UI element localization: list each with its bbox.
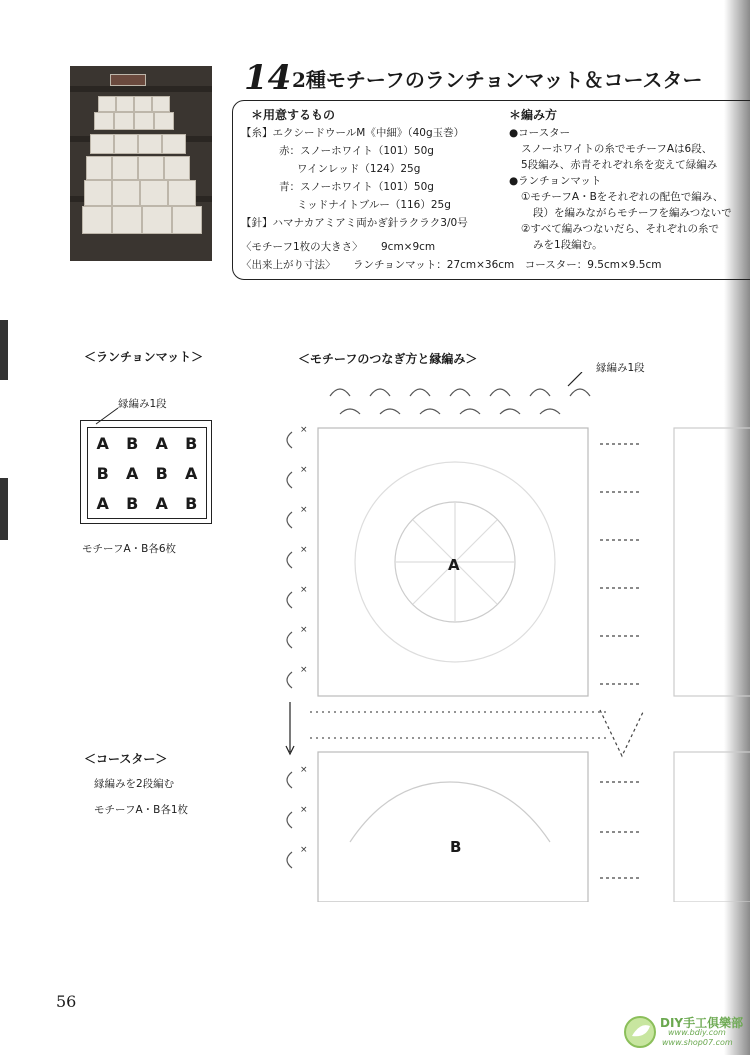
lunch-mat-border-label: 縁編み1段 [118,398,167,410]
crochet-chart [270,372,750,902]
materials-line: 【糸】エクシードウールM《中細》（40g玉巻） [241,127,465,139]
coaster-note: 縁編みを2段編む [94,778,175,790]
materials-line: ワインレッド（124）25g [297,163,421,175]
svg-text:×: × [300,545,308,555]
watermark-brand: DIY手工俱樂部 [660,1016,744,1030]
svg-text:×: × [300,625,308,635]
pattern-number: 14 [244,58,292,98]
svg-text:×: × [300,425,308,435]
svg-text:×: × [300,665,308,675]
watermark-logo [622,1010,750,1052]
method-line: 5段編み、赤青それぞれ糸を変えて緑編み [521,159,718,171]
grid-cell: A [96,493,109,513]
grid-cell: A [155,493,168,513]
motif-a-label: A [448,556,460,574]
coaster-heading: ＜コースター＞ [84,752,168,766]
method-line: スノーホワイトの糸でモチーフAは6段、 [521,143,713,155]
materials-line: 【針】ハマナカアミアミ両かぎ針ラクラク3/0号 [241,217,468,229]
grid-cell: B [155,463,168,483]
materials-line: 赤：スノーホワイト（101）50g [279,145,434,157]
method-line: ●ランチョンマット [509,175,602,187]
grid-cell: B [185,433,198,453]
svg-text:×: × [300,505,308,515]
materials-box [232,100,750,280]
method-line: みを1段編む。 [533,239,603,251]
method-heading: ＊編み方 [509,108,558,122]
grid-cell: A [126,463,139,483]
grid-cell: B [126,493,139,513]
page-number: 56 [56,992,77,1011]
svg-text:×: × [300,585,308,595]
svg-text:×: × [300,845,308,855]
materials-heading: ＊用意するもの [251,108,336,122]
motif-b-label: B [450,838,462,856]
finish-size-value: ランチョンマット：27cm×36cm コースター：9.5cm×9.5cm [353,259,662,271]
motif-size-value: 9cm×9cm [381,241,436,253]
method-line: 段）を編みながらモチーフを編みつないで [533,207,732,219]
watermark-url: www.shop07.com [662,1038,733,1047]
finish-size-label: 〈出来上がり寸法〉 [241,259,336,271]
grid-cell: A [185,463,198,483]
svg-text:×: × [300,805,308,815]
svg-text:×: × [300,465,308,475]
grid-cell: A [96,433,109,453]
materials-line: 青：スノーホワイト（101）50g [279,181,434,193]
method-line: ●コースター [509,127,571,139]
page-title: 2種モチーフのランチョンマット＆コースター [292,68,703,92]
binding-tab [0,478,8,540]
layout-grid [80,420,212,524]
diagram-heading: ＜モチーフのつなぎ方と縁編み＞ [298,352,478,366]
binding-tab [0,320,8,380]
grid-cell: B [96,463,109,483]
materials-line: ミッドナイトブルー（116）25g [297,199,451,211]
watermark-url: www.bdiy.com [668,1028,726,1037]
grid-cell: B [185,493,198,513]
svg-text:×: × [300,765,308,775]
lunch-mat-heading: ＜ランチョンマット＞ [84,350,204,364]
method-line: ①モチーフA・Bをそれぞれの配色で編み、 [521,191,724,203]
grid-cell: A [155,433,168,453]
grid-cell: B [126,433,139,453]
motif-size-label: 〈モチーフ1枚の大きさ〉 [241,241,363,253]
method-line: ②すべて編みつないだら、それぞれの糸で [521,223,719,235]
product-photo [70,66,212,261]
coaster-note: モチーフA・B各1枚 [94,804,189,816]
leaf-icon [622,1014,658,1050]
lunch-mat-note: モチーフA・B各6枚 [82,543,177,555]
diagram-border-label: 縁編み1段 [596,362,645,374]
